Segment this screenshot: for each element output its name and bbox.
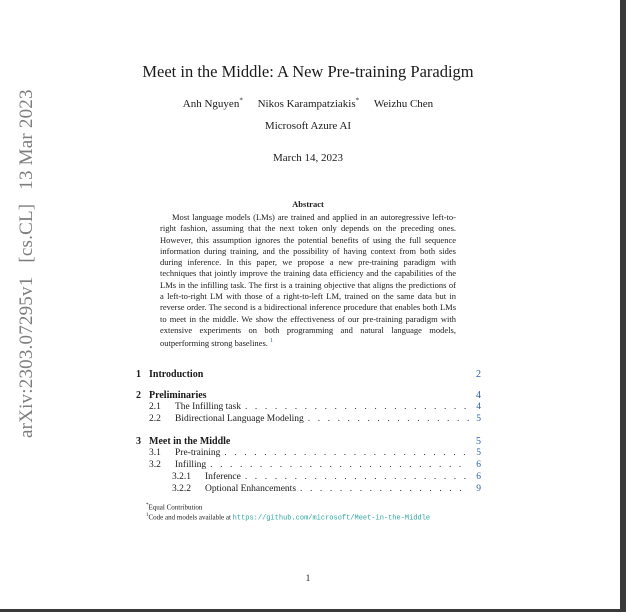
toc-entry-label: Pre-training (175, 448, 221, 458)
toc-entry-page-link[interactable]: 4 (476, 390, 481, 401)
toc-entry-number: 2.2 (149, 414, 161, 424)
page-number: 1 (305, 574, 311, 584)
toc-entry-number: 3.2.1 (172, 472, 191, 482)
toc-entry-leader-dots (224, 448, 469, 458)
arxiv-date: 13 Mar 2023 (16, 89, 37, 190)
toc-entry-page-link[interactable]: 5 (476, 414, 481, 424)
toc-entry-leader-dots (300, 484, 469, 494)
toc-entry-label: Infilling (175, 460, 207, 470)
author-mark: * (355, 96, 360, 104)
toc-entry-page-link[interactable]: 2 (476, 369, 481, 380)
toc-entry-page-link[interactable]: 6 (476, 460, 481, 470)
toc-entry-number: 3.2 (149, 460, 161, 470)
arxiv-sidebar-identifier (16, 78, 42, 438)
toc-entry-leader-dots (210, 460, 469, 470)
toc-entry[interactable] (136, 414, 481, 426)
paper-title: Meet in the Middle: A New Pre-training Paradigm (142, 62, 474, 81)
author-mark: * (239, 96, 243, 104)
footnote-equal-contribution (146, 503, 202, 511)
toc-entry-label: Optional Enhancements (205, 484, 297, 494)
footnote-mark: * (146, 503, 149, 508)
toc-entry-label: Preliminaries (149, 390, 207, 401)
toc-entry-number: 3 (136, 436, 141, 447)
toc-entry[interactable] (136, 369, 481, 381)
toc-entry-number: 1 (136, 369, 141, 380)
toc-entry-number: 3.2.2 (172, 484, 191, 494)
toc-entry-page-link[interactable]: 9 (476, 484, 481, 494)
code-url-link[interactable]: https://github.com/microsoft/Meet-in-the-Middle (232, 514, 431, 523)
toc-entry-page-link[interactable]: 4 (476, 402, 481, 412)
author-name: Weizhu Chen (373, 97, 434, 110)
toc-entry-number: 2.1 (149, 402, 161, 412)
toc-entry[interactable] (136, 460, 481, 472)
toc-entry-label: Bidirectional Language Modeling (175, 414, 304, 424)
author-list (0, 96, 616, 110)
abstract-body (160, 212, 456, 349)
toc-entry[interactable] (136, 390, 481, 402)
footnote-mark: 1 (146, 513, 149, 518)
paper-date: March 14, 2023 (273, 152, 343, 164)
toc-entry-leader-dots (245, 472, 469, 482)
abstract-heading: Abstract (292, 199, 324, 209)
affiliation: Microsoft Azure AI (264, 120, 352, 132)
arxiv-category: [cs.CL] (16, 203, 37, 263)
toc-entry[interactable] (136, 472, 481, 484)
toc-entry-page-link[interactable]: 5 (476, 436, 481, 447)
footnote-text: Code and models available at (148, 513, 233, 522)
page-edge-right (620, 0, 626, 612)
toc-entry[interactable] (136, 484, 481, 496)
toc-entry-number: 2 (136, 390, 141, 401)
toc-entry[interactable] (136, 436, 481, 448)
toc-entry-leader-dots (308, 414, 469, 424)
abstract-text: Most language models (LMs) are trained and applied in an autoregressive left-to-right fashion, assuming that the next token only depends on the preceding ones. However, this assumption ignores the potential benefits of using the full sequence information during training, and the possibility of having context from both sides during inference. In this paper, we propose a new pre-training paradigm with techniques that jointly improve the training data efficiency and the capabilities of the LMs in the infilling task. The first is a training objective that aligns the predictions of a left-to-right LM with those of a right-to-left LM, trained on the same data but in reverse order. The second is a bidirectional inference procedure that enables both LMs to meet in the middle. We show the effectiveness of our pre-training paradigm with extensive experiments on both programming and natural language models, outperforming strong baselines. (160, 212, 456, 349)
author-name: Nikos Karampatziakis (257, 97, 356, 110)
author (258, 98, 360, 110)
toc-entry-leader-dots (245, 402, 469, 412)
toc-entry-number: 3.1 (149, 448, 161, 458)
toc-entry-page-link[interactable]: 5 (476, 448, 481, 458)
arxiv-id: arXiv:2303.07295v1 (16, 276, 37, 438)
author (374, 98, 433, 110)
toc-entry[interactable] (136, 402, 481, 414)
toc-entry-label: Meet in the Middle (149, 436, 231, 447)
footnote-text: Equal Contribution (148, 503, 203, 512)
footnote-code (146, 513, 430, 522)
toc-entry-page-link[interactable]: 6 (476, 472, 481, 482)
toc-entry-label: The Infilling task (175, 402, 241, 412)
abstract-footnote-link[interactable]: 1 (270, 338, 274, 345)
author-name: Anh Nguyen (182, 97, 240, 110)
toc-entry[interactable] (136, 448, 481, 460)
toc-entry-label: Inference (205, 472, 241, 482)
toc-entry-label: Introduction (149, 369, 204, 380)
author (183, 98, 243, 110)
